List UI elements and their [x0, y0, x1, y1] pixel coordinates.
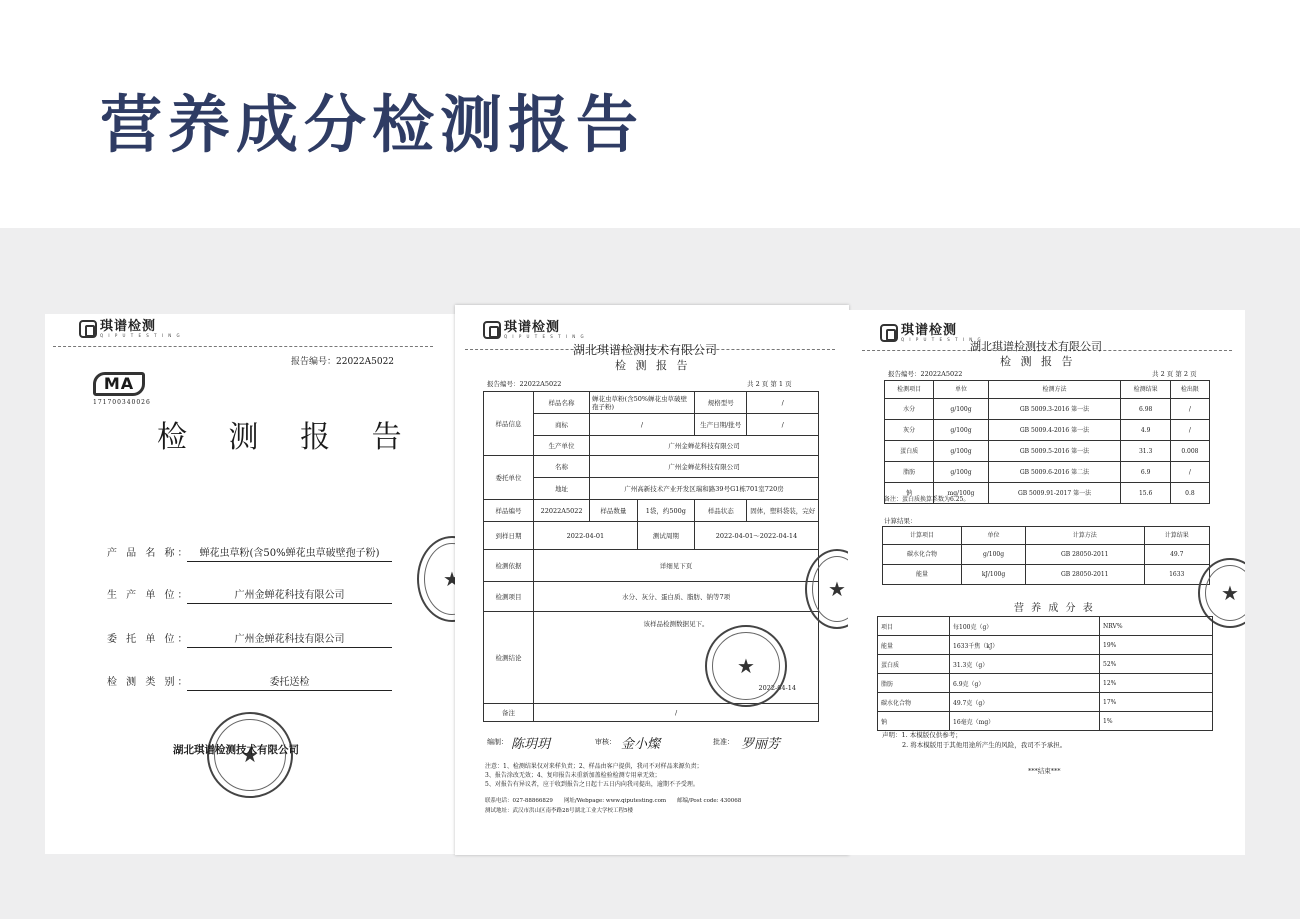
logo-text: 琪谱检测 [901, 323, 958, 338]
nutrition-title: 营 养 成 分 表 [1014, 603, 1095, 614]
test-note: 备注：蛋白质换算系数为6.25。 [884, 496, 970, 503]
report-number: 报告编号：22022A5022 [487, 380, 562, 388]
table-cell: 样品编号 [484, 500, 534, 522]
table-row [484, 392, 819, 414]
table-cell: 脂肪 [878, 674, 950, 693]
table-cell: 名称 [534, 456, 590, 478]
table-row [484, 414, 819, 436]
table-cell: 6.9 [1121, 462, 1170, 483]
table-cell: GB 5009.4-2016 第一法 [988, 420, 1121, 441]
note-line: 3、报告涂改无效；4、复印报告未重新加盖检验检测专用章无效； [485, 772, 661, 779]
cover-sheet [45, 314, 457, 854]
table-cell: 测试周期 [637, 522, 694, 550]
table-cell: 49.7 [1144, 545, 1210, 565]
reviewer-label: 审核： [595, 738, 616, 746]
cma-number: 171700340026 [93, 399, 151, 406]
table-cell: 计算项目 [883, 527, 962, 545]
table-cell: / [747, 414, 819, 436]
table-cell: 碳水化合物 [883, 545, 962, 565]
note-line: 注意：1、检测结果仅对来样负责；2、样品由客户提供，我司不对样品来源负责； [485, 763, 703, 770]
table-cell: / [590, 414, 695, 436]
table-cell: 脂肪 [885, 462, 934, 483]
qipu-logo [880, 324, 983, 342]
logo-subtext: Q I P U T E S T I N G [100, 333, 182, 338]
editor-signature: 陈玥玥 [511, 737, 551, 752]
table-cell: 检测方法 [988, 381, 1121, 399]
approver-label: 批准： [713, 738, 734, 746]
table-cell: 广州金蝉花科技有限公司 [590, 456, 819, 478]
table-cell: 16毫克（mg） [950, 712, 1100, 731]
table-row [885, 420, 1210, 441]
table-cell: 水分 [885, 399, 934, 420]
table-cell: mg/100g [934, 483, 988, 504]
approver-signature: 罗丽芳 [741, 737, 781, 752]
note-line: 5、对报告有异议者，应于收到报告之日起十五日内向我司提出，逾期不予受理。 [485, 781, 699, 788]
table-cell: 0.008 [1170, 441, 1209, 462]
table-cell: 15.6 [1121, 483, 1170, 504]
table-cell: / [1170, 420, 1209, 441]
table-cell: 17% [1100, 693, 1213, 712]
table-cell: 钠 [878, 712, 950, 731]
table-row [484, 436, 819, 456]
address-line: 测试地址：武汉市洪山区南李路28号湖北工业大学校工程5楼 [485, 808, 633, 814]
table-row [883, 527, 1210, 545]
qipu-logo-icon [79, 320, 97, 338]
nutrition-facts-table [877, 616, 1213, 731]
table-row [484, 550, 819, 582]
table-row [878, 636, 1213, 655]
field-label: 委 托 单 位： [107, 634, 191, 645]
table-cell: 2022-04-01～2022-04-14 [694, 522, 818, 550]
qipu-logo-icon [880, 324, 898, 342]
table-cell: 灰分 [885, 420, 934, 441]
table-row [885, 462, 1210, 483]
table-row [883, 545, 1210, 565]
report-title: 检 测 报 告 [615, 359, 691, 372]
table-cell: 商标 [534, 414, 590, 436]
table-cell: NRV% [1100, 617, 1213, 636]
table-cell: 31.3克（g） [950, 655, 1100, 674]
table-cell: 检测结论 [484, 612, 534, 704]
statement-line: 2. 将本模版用于其他用途所产生的风险，我司不予承担。 [902, 741, 1067, 749]
logo-text: 琪谱检测 [504, 320, 561, 335]
table-row [878, 674, 1213, 693]
table-row [878, 655, 1213, 674]
table-row [885, 399, 1210, 420]
table-cell: 委托单位 [484, 456, 534, 500]
table-row [878, 712, 1213, 731]
table-cell: 水分、灰分、蛋白质、脂肪、钠等7项 [534, 582, 819, 612]
table-cell: 检测结果 [1121, 381, 1170, 399]
table-cell: g/100g [934, 441, 988, 462]
report-number: 报告编号：22022A5022 [291, 357, 395, 367]
editor-label: 编制： [487, 738, 508, 746]
page-heading: 营养成分检测报告 [100, 88, 645, 161]
table-cell: 31.3 [1121, 441, 1170, 462]
table-cell: GB 28050-2011 [1026, 545, 1144, 565]
table-cell: g/100g [934, 399, 988, 420]
table-row [878, 693, 1213, 712]
qipu-logo-icon [483, 321, 501, 339]
field-label: 生 产 单 位： [107, 590, 191, 601]
table-row [878, 617, 1213, 636]
table-cell: 生产单位 [534, 436, 590, 456]
table-cell: 6.9克（g） [950, 674, 1100, 693]
table-cell: 每100克（g） [950, 617, 1100, 636]
page-count: 共 2 页 第 2 页 [1152, 370, 1197, 378]
table-cell: 4.9 [1121, 420, 1170, 441]
table-cell: 22022A5022 [534, 500, 590, 522]
table-cell: 6.98 [1121, 399, 1170, 420]
table-cell: 单位 [962, 527, 1026, 545]
table-cell: / [747, 392, 819, 414]
contact-line: 联系电话：027-88866829 网址/Webpage: www.qiputesting.com 邮编/Post code: 430068 [485, 798, 742, 804]
table-cell: 19% [1100, 636, 1213, 655]
field-value: 委托送检 [187, 673, 392, 691]
table-row [885, 441, 1210, 462]
table-row [883, 565, 1210, 585]
table-cell: 生产日期/批号 [694, 414, 746, 436]
field-label: 检 测 类 别： [107, 677, 191, 688]
company-name: 湖北琪谱检测技术有限公司 [573, 343, 718, 357]
logo-subtext: Q I P U T E S T I N G [504, 334, 586, 339]
table-cell: g/100g [934, 462, 988, 483]
table-cell: 钠 [885, 483, 934, 504]
table-cell: g/100g [934, 420, 988, 441]
cma-mark-icon: MA [93, 372, 145, 396]
table-cell: / [1170, 462, 1209, 483]
field-value: 广州金蝉花科技有限公司 [187, 630, 392, 648]
table-cell: 计算方法 [1026, 527, 1144, 545]
report-title: 检 测 报 告 [1000, 355, 1076, 368]
table-cell: GB 5009.3-2016 第一法 [988, 399, 1121, 420]
table-cell: 蛋白质 [885, 441, 934, 462]
field-label: 产 品 名 称： [107, 548, 191, 559]
table-cell: kJ/100g [962, 565, 1026, 585]
qipu-logo [79, 320, 182, 338]
table-row [484, 500, 819, 522]
table-cell: 1袋，约500g [637, 500, 694, 522]
table-cell: 备注 [484, 704, 534, 722]
table-cell: 样品名称 [534, 392, 590, 414]
table-row [484, 478, 819, 500]
table-cell: GB 5009.5-2016 第一法 [988, 441, 1121, 462]
table-cell: 固体，塑料袋装，完好 [747, 500, 819, 522]
table-cell: GB 5009.91-2017 第一法 [988, 483, 1121, 504]
table-cell: 1633 [1144, 565, 1210, 585]
table-cell: 0.8 [1170, 483, 1209, 504]
report-title: 检 测 报 告 [157, 420, 418, 455]
table-row [484, 704, 819, 722]
calc-results-table [882, 526, 1210, 585]
company-name: 湖北琪谱检测技术有限公司 [970, 340, 1102, 353]
table-cell: / [534, 704, 819, 722]
table-cell: GB 5009.6-2016 第二法 [988, 462, 1121, 483]
table-cell: 样品状态 [694, 500, 746, 522]
divider [53, 346, 433, 347]
test-results-table [884, 380, 1210, 504]
table-cell: 到样日期 [484, 522, 534, 550]
table-cell: 蛋白质 [878, 655, 950, 674]
table-cell: 检出限 [1170, 381, 1209, 399]
logo-text: 琪谱检测 [100, 319, 157, 334]
table-row [484, 582, 819, 612]
official-seal-icon [705, 625, 787, 707]
edge-seal-icon [417, 536, 457, 622]
organization-name: 湖北琪谱检测技术有限公司 [173, 744, 299, 756]
table-cell: 49.7克（g） [950, 693, 1100, 712]
table-cell: 广州高新技术产业开发区瑞和路39号G1栋701室720房 [590, 478, 819, 500]
qipu-logo [483, 321, 586, 339]
table-row [885, 381, 1210, 399]
table-cell: g/100g [962, 545, 1026, 565]
field-value: 蝉花虫草粉(含50%蝉花虫草破壁孢子粉) [187, 544, 392, 562]
report-page-1 [455, 305, 849, 855]
table-cell: 计算结果 [1144, 527, 1210, 545]
table-cell: 规格型号 [694, 392, 746, 414]
table-cell: 蝉花虫草粉(含50%蝉花虫草破壁孢子粉) [590, 392, 695, 414]
table-cell: 项目 [878, 617, 950, 636]
end-marker: ***结束*** [1028, 767, 1061, 775]
table-cell: 详细见下页 [534, 550, 819, 582]
table-cell: 广州金蝉花科技有限公司 [590, 436, 819, 456]
logo-subtext: Q I P U T E S T I N G [901, 337, 983, 342]
page-count: 共 2 页 第 1 页 [747, 380, 792, 388]
report-number: 报告编号：22022A5022 [888, 370, 963, 378]
statement-line: 声明：1. 本模版仅供参考； [882, 731, 962, 739]
table-cell: 检测依据 [484, 550, 534, 582]
table-cell: 能量 [883, 565, 962, 585]
table-cell: 检测项目 [885, 381, 934, 399]
table-cell: 2022-04-01 [534, 522, 638, 550]
table-row [484, 456, 819, 478]
table-cell: / [1170, 399, 1209, 420]
table-cell: 样品信息 [484, 392, 534, 456]
table-cell: 样品数量 [590, 500, 638, 522]
table-cell: 检测项目 [484, 582, 534, 612]
table-cell: GB 28050-2011 [1026, 565, 1144, 585]
table-cell: 该样品检测数据见下。 2022-04-14 [534, 612, 819, 704]
table-cell: 能量 [878, 636, 950, 655]
table-cell: 1633千焦（kJ） [950, 636, 1100, 655]
table-cell: 碳水化合物 [878, 693, 950, 712]
calc-title: 计算结果： [884, 517, 917, 525]
table-cell: 1% [1100, 712, 1213, 731]
field-value: 广州金蝉花科技有限公司 [187, 586, 392, 604]
table-cell: 单位 [934, 381, 988, 399]
table-cell: 52% [1100, 655, 1213, 674]
table-cell: 地址 [534, 478, 590, 500]
table-row [484, 522, 819, 550]
report-page-2 [848, 310, 1245, 855]
table-cell: 12% [1100, 674, 1213, 693]
reviewer-signature: 金小燦 [621, 737, 661, 752]
